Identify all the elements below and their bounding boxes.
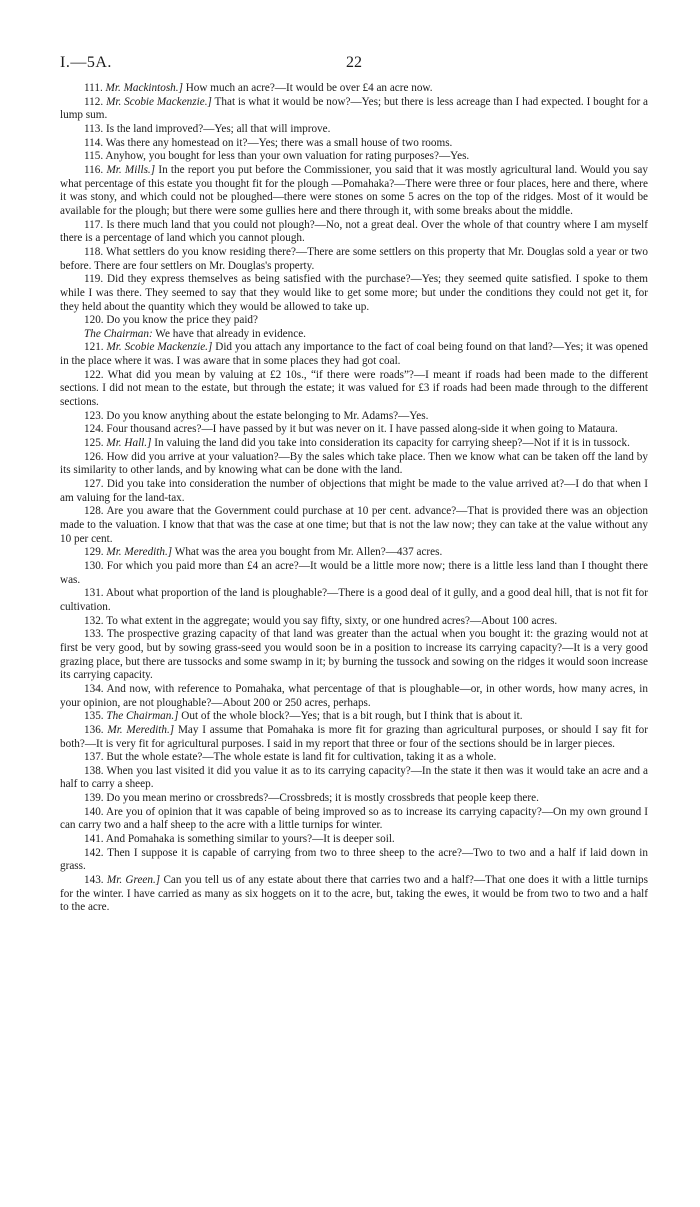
question-number: 135. [84,710,104,723]
paragraph-text: In valuing the land did you take into consideration its capacity for carrying sheep?—Not if it is in tussock. [154,437,630,450]
question-number: 133. [84,628,104,641]
question-number: 114. [84,136,104,149]
testimony-paragraph [60,724,648,751]
paragraph-text: Do you mean merino or crossbreds?—Crossbreds; it is mostly crossbreds that people keep there. [106,792,539,805]
testimony-paragraph [60,150,648,164]
paragraph-text: For which you paid more than £4 an acre?—It would be a little more now; there is a little less land than I thought there was. [60,559,648,586]
testimony-paragraph [60,451,648,478]
testimony-paragraph [60,615,648,629]
paragraph-text: The prospective grazing capacity of that land was greater than the actual when you bought it: the grazing would not at first be very good, but by sowing grass-seed you would soon be in a position to increase its carrying capacity?—It is a very good grazing place, but there are tussocks and some swamp in it; by burning the tussock and sowing on the ridges it would soon increase its carrying capacity. [60,628,648,682]
testimony-paragraph [60,710,648,724]
speaker-label: Mr. Mills.] [106,163,156,176]
question-number: 129. [84,546,104,559]
paragraph-text: How much an acre?—It would be over £4 an acre now. [185,82,433,94]
question-number: 127. [84,478,104,491]
paragraph-text: May I assume that Pomahaka is more fit for grazing than agricultural purposes, or should I say fit for both?—It is very fit for agricultural purposes. I said in my report that three or four of the sections should be in larger pieces. [60,723,648,750]
testimony-paragraph [60,341,648,368]
paragraph-text: How did you arrive at your valuation?—By the sales which take place. Then we know what can be taken off the land by its similarity to other lands, and by knowing what can be done with the land. [60,450,648,477]
testimony-paragraph [60,587,648,614]
paragraph-text: Four thousand acres?—I have passed by it but was never on it. I have passed along-side it when going to Mataura. [106,423,618,436]
testimony-paragraph [60,437,648,451]
testimony-paragraph [60,560,648,587]
paragraph-text: When you last visited it did you value it as to its carrying capacity?—In the state it then was it would take an acre and a half to carry a sheep. [60,764,648,791]
testimony-paragraph [60,96,648,123]
paragraph-text: Do you know the price they paid? [106,314,258,327]
question-number: 141. [84,833,104,846]
testimony-paragraph [60,478,648,505]
paragraph-text: Then I suppose it is capable of carrying from two to three sheep to the acre?—Two to two and a half if laid down in grass. [60,846,648,873]
testimony-paragraph [60,410,648,424]
speaker-label: Mr. Meredith.] [107,723,175,736]
paragraph-text: That is what it would be now?—Yes; but there is less acreage than I had expected. I bought for a lump sum. [60,95,649,122]
paragraph-text: Is the land improved?—Yes; all that will improve. [105,122,331,135]
testimony-paragraph [60,765,648,792]
page-number: 22 [346,54,362,71]
question-number: 121. [84,341,104,354]
paragraph-text: Did you take into consideration the number of objections that might be made to the value arrived at?—I do that when I am valuing for the land-tax. [60,478,648,504]
paragraph-text: We have that already in evidence. [155,327,306,340]
paragraph-text: And now, with reference to Pomahaka, what percentage of that is ploughable—or, in other words, how many acres, in your opinion, are not ploughable?—About 200 or 250 acres, perhaps. [60,682,648,709]
paragraph-text: What was the area you bought from Mr. Allen?—437 acres. [174,546,443,559]
testimony-paragraph [60,328,648,342]
paragraph-text: Are you of opinion that it was capable of being improved so as to increase its carrying capacity?—On my own ground I can carry two and a half sheep to the acre with a little turnips for winter. [60,805,648,832]
paragraph-text: Is there much land that you could not plough?—No, not a great deal. Over the whole of that country where I am myself there is a percentage of land which you cannot plough. [60,218,649,245]
question-number: 130. [84,559,104,572]
paragraph-text: To what extent in the aggregate; would you say fifty, sixty, or one hundred acres?—About 100 acres. [106,614,558,627]
question-number: 125. [84,437,104,450]
question-number: 122. [84,368,104,381]
question-number: 118. [84,245,104,258]
speaker-label: Mr. Mackintosh.] [105,82,183,94]
testimony-paragraph [60,314,648,328]
paragraph-text: Can you tell us of any estate about there that carries two and a half?—That one does it with a little turnips for the winter. I have carried as many as six hoggets on it to the acre, but, taking the ewes, it would be from two to two and a half to the acre. [60,874,648,914]
testimony-paragraph [60,273,648,314]
testimony-paragraph [60,82,648,96]
paragraph-text: And Pomahaka is something similar to yours?—It is deeper soil. [105,833,395,846]
question-number: 137. [84,751,104,764]
question-number: 119. [84,273,104,286]
speaker-label: The Chairman.] [106,710,179,723]
question-number: 115. [84,150,104,163]
paragraph-text: Anyhow, you bought for less than your own valuation for rating purposes?—Yes. [105,150,470,163]
testimony-paragraph [60,751,648,765]
testimony-paragraph [60,792,648,806]
speaker-label: The Chairman: [84,327,153,340]
testimony-paragraph [60,164,648,219]
question-number: 138. [84,764,104,777]
paragraph-text: Was there any homestead on it?—Yes; there was a small house of two rooms. [105,136,453,149]
paragraph-text: What settlers do you know residing there?—There are some settlers on this property that Mr. Douglas sold a year or two before. There are four settlers on Mr. Douglas's property. [60,245,648,272]
testimony-paragraph [60,683,648,710]
testimony-paragraph [60,369,648,410]
question-number: 123. [84,409,104,422]
paragraph-text: In the report you put before the Commissioner, you said that it was mostly agricultural land. Would you say what percentage of this estate you thought fit for the plough —Pomahaka?—There were three or four places, here and there, where it was stony, and which could not be ploughed—there were stones on some 5 acres on the top of the ridges. Most of it would be available for the plough; but there were some gullies here and there through it, with some breaks about the middle. [60,163,648,217]
speaker-label: Mr. Scobie Mackenzie.] [106,95,212,108]
paragraph-text: About what proportion of the land is ploughable?—There is a good deal of it gully, and a good deal hill, that is not fit for cultivation. [60,587,648,613]
speaker-label: Mr. Scobie Mackenzie.] [106,341,213,354]
testimony-paragraph [60,219,648,246]
paragraph-text: Do you know anything about the estate belonging to Mr. Adams?—Yes. [106,409,429,422]
paragraph-text: Did they express themselves as being satisfied with the purchase?—Yes; they seemed quite satisfied. I spoke to them while I was there. They seemed to say that they would like to get some more; but under the conditions they could not get it, for they held about the quantity which they would be allowed to take up. [60,273,648,313]
question-number: 132. [84,614,104,627]
testimony-paragraph [60,874,648,915]
question-number: 139. [84,792,104,805]
question-number: 134. [84,682,104,695]
testimony-paragraph [60,137,648,151]
paragraph-text: But the whole estate?—The whole estate is land fit for cultivation, taking it as a whole. [106,751,497,764]
testimony-body [60,82,648,915]
question-number: 136. [84,723,104,736]
paragraph-text: Did you attach any importance to the fact of coal being found on that land?—Yes; it was opened in the place where it was. I was aware that in some places they had got coal. [60,341,649,368]
question-number: 142. [84,846,104,859]
question-number: 140. [84,805,104,818]
speaker-label: Mr. Green.] [106,874,161,887]
testimony-paragraph [60,423,648,437]
speaker-label: Mr. Hall.] [106,437,152,450]
testimony-paragraph [60,246,648,273]
testimony-paragraph [60,546,648,560]
testimony-paragraph [60,628,648,683]
question-number: 113. [84,122,104,135]
question-number: 120. [84,314,104,327]
testimony-paragraph [60,505,648,546]
paragraph-text: Out of the whole block?—Yes; that is a bit rough, but I think that is about it. [181,710,523,723]
paragraph-text: What did you mean by valuing at £2 10s., “if there were roads”?—I meant if roads had been made to the different sections. I did not mean to the estate, but through the estate; it was valued for £3 if roads had been made through to the different sections. [60,368,648,409]
question-number: 126. [84,450,104,463]
question-number: 131. [84,587,104,600]
question-number: 117. [84,218,104,231]
testimony-paragraph [60,833,648,847]
document-reference: I.—5A. [60,54,112,71]
testimony-paragraph [60,123,648,137]
question-number: 112. [84,95,104,108]
testimony-paragraph [60,847,648,874]
speaker-label: Mr. Meredith.] [106,546,173,559]
page-header [60,50,648,80]
testimony-paragraph [60,806,648,833]
question-number: 143. [84,874,104,887]
question-number: 124. [84,423,104,436]
paragraph-text: Are you aware that the Government could purchase at 10 per cent. advance?—That is provided there was an objection made to the valuation. I know that that was the case at one time; but that is not the law now; they can take at the value without any 10 per cent. [60,505,648,545]
question-number: 116. [84,163,104,176]
question-number: 111. [84,82,103,94]
question-number: 128. [84,505,104,518]
